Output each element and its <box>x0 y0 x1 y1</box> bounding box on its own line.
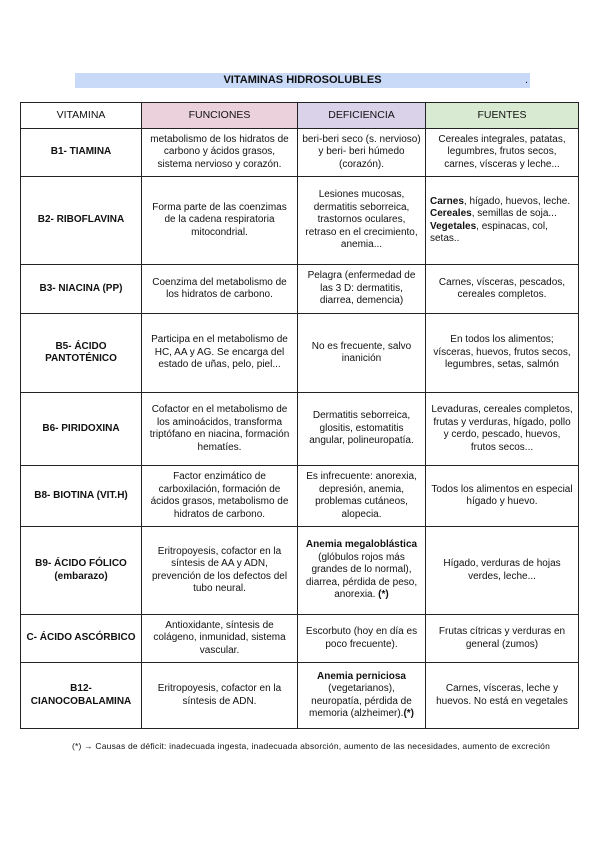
vitamin-name: B9- ÁCIDO FÓLICO (embarazo) <box>21 527 142 615</box>
cell-funciones <box>142 393 298 466</box>
deficiencia-text: (glóbulos rojos más grandes de lo normal), diarrea, pérdida de peso, anorexia. <box>305 551 418 601</box>
funciones-text: metabolismo de los hidratos de carbono y ácidos grasos, sistema nervioso y corazón. <box>150 133 289 170</box>
cell-fuentes <box>426 314 579 393</box>
cell-deficiencia <box>298 129 426 177</box>
vitamin-name: C- ÁCIDO ASCÓRBICO <box>21 615 142 663</box>
fuentes-text: Levaduras, cereales completos, frutas y verduras, hígado, pollo y cerdo, pescado, huevos, frutos secos... <box>431 404 573 453</box>
deficiencia-text: Lesiones mucosas, dermatitis seborreica, trastornos oculares, retraso en el crecimiento, anemia... <box>305 189 418 251</box>
cell-deficiencia <box>298 466 426 527</box>
funciones-text: Cofactor en el metabolismo de los aminoácidos, transforma triptófano en niacina, formación hematíes. <box>149 404 290 453</box>
cell-funciones <box>142 265 298 314</box>
cell-fuentes <box>426 527 579 615</box>
cell-fuentes <box>426 177 579 265</box>
deficiencia-text: No es frecuente, salvo inanición <box>311 340 412 364</box>
cell-funciones <box>142 314 298 393</box>
funciones-text: Factor enzimático de carboxilación, formación de ácidos grasos, metabolismo de hidratos de carbono. <box>150 471 289 520</box>
cell-funciones <box>142 129 298 177</box>
deficiencia-text: Dermatitis seborreica, glositis, estomatitis angular, polineuropatía. <box>309 410 414 447</box>
cell-fuentes <box>426 663 579 729</box>
header-deficiencia: DEFICIENCIA <box>298 103 426 129</box>
fuentes-text: Carnes, vísceras, leche y huevos. No está en vegetales <box>436 683 568 707</box>
cell-fuentes <box>426 129 579 177</box>
table-header-row <box>21 103 579 129</box>
cell-funciones <box>142 663 298 729</box>
cell-deficiencia <box>298 265 426 314</box>
fuentes-text: Frutas cítricas y verduras en general (zumos) <box>438 626 566 650</box>
fuentes-text: , hígado, huevos, leche. <box>463 195 571 207</box>
document-title <box>75 73 530 88</box>
deficiencia-text: Pelagra (enfermedad de las 3 D: dermatitis, diarrea, demencia) <box>307 270 416 307</box>
deficiencia-text: Anemia megaloblástica <box>305 539 418 551</box>
header-fuentes: FUENTES <box>426 103 579 129</box>
header-funciones: FUNCIONES <box>142 103 298 129</box>
funciones-text: Eritropoyesis, cofactor en la síntesis de AA y ADN, prevención de los defectos del tubo neural. <box>151 545 288 594</box>
title-text: VITAMINAS HIDROSOLUBLES <box>223 74 382 86</box>
table-row <box>21 663 579 729</box>
fuentes-text: Vegetales <box>430 220 477 232</box>
deficiencia-text: beri-beri seco (s. nervioso) y beri- beri húmedo (corazón). <box>302 133 421 170</box>
vitamin-name: B1- TIAMINA <box>21 129 142 177</box>
vitamin-name: B6- PIRIDOXINA <box>21 393 142 466</box>
fuentes-text: Todos los alimentos en especial hígado y huevo. <box>431 483 573 507</box>
header-vitamina: VITAMINA <box>21 103 142 129</box>
vitamin-name: B5- ÁCIDO PANTOTÉNICO <box>21 314 142 393</box>
funciones-text: Antioxidante, síntesis de colágeno, inmunidad, sistema vascular. <box>153 619 286 656</box>
deficiencia-text: (vegetarianos), neuropatía, pérdida de memoria (alzheimer). <box>308 683 412 719</box>
fuentes-text: Hígado, verduras de hojas verdes, leche... <box>443 558 561 582</box>
deficiencia-text: (*) <box>403 708 415 719</box>
vitamins-table <box>20 102 579 729</box>
fuentes-text: Cereales integrales, patatas, legumbres, frutos secos, carnes, vísceras y leche... <box>438 133 566 170</box>
deficiencia-text: Escorbuto (hoy en día es poco frecuente). <box>305 626 418 650</box>
cell-deficiencia <box>298 177 426 265</box>
cell-deficiencia <box>298 615 426 663</box>
cell-funciones <box>142 615 298 663</box>
funciones-text: Participa en el metabolismo de HC, AA y AG. Se encarga del estado de uñas, pelo, piel... <box>151 334 288 371</box>
cell-funciones <box>142 466 298 527</box>
table-row <box>21 393 579 466</box>
funciones-text: Forma parte de las coenzimas de la cadena respiratoria mitocondrial. <box>152 201 287 238</box>
fuentes-text: , espinacas, col, setas.. <box>430 220 548 244</box>
deficiencia-text: (*) <box>378 589 389 601</box>
vitamin-name: B12- CIANOCOBALAMINA <box>21 663 142 729</box>
funciones-text: Eritropoyesis, cofactor en la síntesis de ADN. <box>157 683 282 707</box>
cell-fuentes <box>426 466 579 527</box>
table-row <box>21 527 579 615</box>
fuentes-text: Carnes <box>430 195 464 207</box>
cell-deficiencia <box>298 393 426 466</box>
fuentes-text: En todos los alimentos; vísceras, huevos, frutos secos, legumbres, setas, salmón <box>433 334 571 371</box>
table-row <box>21 615 579 663</box>
cell-fuentes <box>426 265 579 314</box>
cell-fuentes <box>426 615 579 663</box>
table-row <box>21 466 579 527</box>
fuentes-text: , semillas de soja... <box>471 208 557 219</box>
cell-deficiencia <box>298 314 426 393</box>
fuentes-text: Cereales <box>430 208 472 219</box>
cell-fuentes <box>426 393 579 466</box>
cell-deficiencia <box>298 527 426 615</box>
cell-deficiencia <box>298 663 426 729</box>
footnote: (*) → Causas de déficit: inadecuada ingesta, inadecuada absorción, aumento de las necesidades, aumento de excreción <box>72 741 551 751</box>
title-trailing-mark: . <box>524 74 528 86</box>
funciones-text: Coenzima del metabolismo de los hidratos de carbono. <box>152 276 287 300</box>
vitamin-name: B3- NIACINA (PP) <box>21 265 142 314</box>
table-row <box>21 129 579 177</box>
fuentes-text: Carnes, vísceras, pescados, cereales completos. <box>438 276 566 300</box>
vitamin-name: B2- RIBOFLAVINA <box>21 177 142 265</box>
table-row <box>21 177 579 265</box>
cell-funciones <box>142 177 298 265</box>
deficiencia-text: Es infrecuente: anorexia, depresión, anemia, problemas cutáneos, alopecia. <box>306 471 417 520</box>
vitamin-name: B8- BIOTINA (VIT.H) <box>21 466 142 527</box>
table-row <box>21 265 579 314</box>
deficiencia-text: Anemia perniciosa <box>317 670 406 682</box>
table-row <box>21 314 579 393</box>
cell-funciones <box>142 527 298 615</box>
